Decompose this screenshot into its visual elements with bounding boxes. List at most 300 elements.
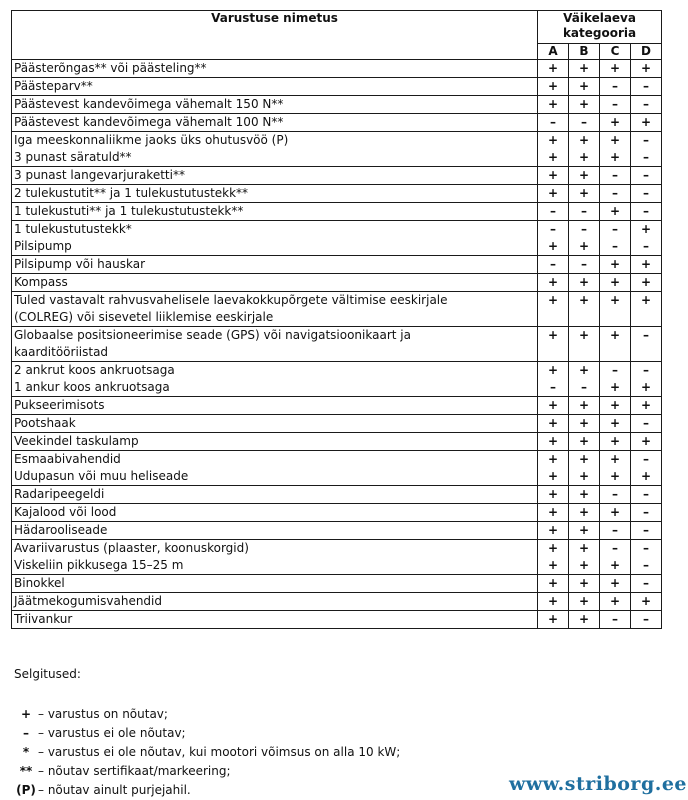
category-b-cell [569, 593, 600, 611]
category-d-cell [631, 575, 662, 593]
category-b-cell [569, 256, 600, 274]
requirement-mark: – [643, 416, 650, 430]
legend-symbol: * [22, 745, 30, 759]
requirement-mark: + [578, 452, 590, 466]
equipment-name-line: Kompass [14, 275, 68, 289]
category-b-cell [569, 486, 600, 504]
requirement-mark: + [547, 434, 559, 448]
equipment-name-line: 3 punast säratuld** [14, 150, 132, 164]
requirement-mark: + [578, 541, 590, 555]
equipment-name-line: Triivankur [14, 612, 73, 626]
legend-text: – nõutav sertifikaat/markeering; [38, 764, 231, 778]
requirement-mark: + [609, 416, 621, 430]
requirement-mark [602, 344, 628, 361]
category-c-cell [600, 522, 631, 540]
table-row [12, 362, 662, 397]
requirement-mark [571, 309, 597, 326]
category-d-cell [631, 96, 662, 114]
requirement-mark: + [609, 505, 621, 519]
table-row [12, 60, 662, 78]
category-b-header: B [569, 44, 600, 60]
category-c-cell [600, 114, 631, 132]
category-a-cell [538, 611, 569, 629]
equipment-name-cell [12, 203, 538, 221]
table-row [12, 486, 662, 504]
requirement-mark: + [609, 133, 621, 147]
requirement-mark [602, 309, 628, 326]
requirement-mark: + [547, 79, 559, 93]
category-a-cell [538, 78, 569, 96]
category-c-cell [600, 167, 631, 185]
requirement-mark: + [578, 239, 590, 253]
requirement-mark [540, 309, 566, 326]
requirement-mark: + [547, 487, 559, 501]
category-a-cell [538, 256, 569, 274]
table-row [12, 327, 662, 362]
category-b-cell [569, 433, 600, 451]
requirement-mark: + [578, 61, 590, 75]
equipment-name-cell [12, 504, 538, 522]
equipment-name-line: 1 tulekustutustekk* [14, 222, 132, 236]
category-d-cell [631, 292, 662, 327]
legend-symbol: – [23, 726, 29, 740]
table-row [12, 132, 662, 167]
category-c-cell [600, 292, 631, 327]
table-row [12, 114, 662, 132]
category-a-cell [538, 167, 569, 185]
requirement-mark: + [609, 61, 621, 75]
requirement-mark: + [640, 222, 652, 236]
category-d-header: D [631, 44, 662, 60]
equipment-name-line: (COLREG) või sisevetel liiklemise eeskirjale [14, 310, 274, 324]
requirement-mark: – [643, 576, 650, 590]
requirement-mark: – [643, 133, 650, 147]
table-row [12, 221, 662, 256]
equipment-name-cell [12, 274, 538, 292]
table-row [12, 203, 662, 221]
requirement-mark: – [643, 239, 650, 253]
requirement-mark: + [547, 452, 559, 466]
category-d-cell [631, 132, 662, 167]
category-a-cell [538, 327, 569, 362]
requirement-mark: – [643, 328, 650, 342]
category-c-cell [600, 256, 631, 274]
requirement-mark: + [640, 398, 652, 412]
category-c-cell [600, 203, 631, 221]
requirement-mark: – [643, 79, 650, 93]
equipment-name-line: 1 ankur koos ankruotsaga [14, 380, 170, 394]
category-b-cell [569, 185, 600, 203]
legend-item [14, 762, 400, 781]
requirement-mark: + [578, 398, 590, 412]
equipment-name-line: Veekindel taskulamp [14, 434, 139, 448]
category-a-cell [538, 540, 569, 575]
requirement-mark: – [581, 257, 587, 271]
requirement-mark: + [547, 293, 559, 307]
requirement-mark: – [581, 115, 587, 129]
category-d-cell [631, 451, 662, 486]
requirement-mark: + [547, 61, 559, 75]
category-d-cell [631, 185, 662, 203]
category-b-cell [569, 167, 600, 185]
requirement-mark: – [643, 558, 650, 572]
category-d-cell [631, 504, 662, 522]
table-row [12, 397, 662, 415]
category-d-cell [631, 114, 662, 132]
requirement-mark: + [578, 275, 590, 289]
requirement-mark: – [643, 186, 650, 200]
category-b-cell [569, 60, 600, 78]
category-d-cell [631, 486, 662, 504]
category-d-cell [631, 433, 662, 451]
equipment-name-cell [12, 362, 538, 397]
category-a-cell [538, 203, 569, 221]
requirement-mark: – [612, 79, 618, 93]
category-a-cell [538, 274, 569, 292]
requirement-mark: – [612, 222, 618, 236]
requirement-mark: + [547, 328, 559, 342]
requirement-mark: – [612, 612, 618, 626]
requirement-mark [633, 344, 659, 361]
table-row [12, 415, 662, 433]
requirement-mark: + [609, 204, 621, 218]
equipment-name-line: Globaalse positsioneerimise seade (GPS) või navigatsioonikaart ja [14, 328, 411, 342]
requirement-mark: + [640, 257, 652, 271]
equipment-name-line: Udupasun või muu heliseade [14, 469, 189, 483]
requirement-mark: – [643, 505, 650, 519]
requirement-mark: + [547, 505, 559, 519]
requirement-mark: + [578, 328, 590, 342]
equipment-name-cell [12, 221, 538, 256]
equipment-name-cell [12, 540, 538, 575]
requirement-mark: + [609, 594, 621, 608]
category-b-cell [569, 504, 600, 522]
requirement-mark: – [643, 452, 650, 466]
requirement-mark: – [612, 97, 618, 111]
requirement-mark: + [547, 275, 559, 289]
legend-text: – varustus on nõutav; [38, 707, 168, 721]
requirement-mark: – [550, 115, 556, 129]
category-a-cell [538, 362, 569, 397]
category-b-cell [569, 292, 600, 327]
requirement-mark: + [547, 541, 559, 555]
category-a-cell [538, 185, 569, 203]
requirement-mark: + [640, 380, 652, 394]
category-c-cell [600, 327, 631, 362]
category-c-cell [600, 575, 631, 593]
category-a-cell [538, 415, 569, 433]
requirement-mark: – [612, 487, 618, 501]
requirement-mark: – [550, 380, 556, 394]
requirement-mark: + [547, 186, 559, 200]
requirement-mark: + [547, 363, 559, 377]
category-d-cell [631, 78, 662, 96]
legend [14, 667, 400, 800]
category-b-cell [569, 451, 600, 486]
equipment-name-cell [12, 415, 538, 433]
requirement-mark: – [550, 257, 556, 271]
requirement-mark: – [643, 612, 650, 626]
requirement-mark: + [640, 293, 652, 307]
requirement-mark: – [643, 363, 650, 377]
requirement-mark: + [578, 363, 590, 377]
category-b-cell [569, 327, 600, 362]
requirement-mark: + [547, 133, 559, 147]
category-a-cell [538, 96, 569, 114]
category-c-cell [600, 221, 631, 256]
category-d-cell [631, 327, 662, 362]
requirement-mark: + [547, 594, 559, 608]
equipment-name-line: Tuled vastavalt rahvusvahelisele laevakokkupõrgete vältimise eeskirjale [14, 293, 448, 307]
category-b-cell [569, 203, 600, 221]
category-d-cell [631, 611, 662, 629]
requirement-mark: – [612, 186, 618, 200]
equipment-name-cell [12, 60, 538, 78]
table-row [12, 611, 662, 629]
category-c-cell [600, 433, 631, 451]
requirement-mark: + [578, 576, 590, 590]
category-d-cell [631, 221, 662, 256]
requirement-mark: – [581, 204, 587, 218]
equipment-name-line: 2 tulekustutit** ja 1 tulekustutustekk** [14, 186, 249, 200]
requirement-mark: + [578, 612, 590, 626]
table-row [12, 78, 662, 96]
equipment-name-cell [12, 611, 538, 629]
requirement-mark: + [547, 469, 559, 483]
requirement-mark: – [581, 380, 587, 394]
category-header-line1: Väikelaeva [563, 11, 636, 25]
category-b-cell [569, 522, 600, 540]
requirement-mark: + [578, 594, 590, 608]
category-b-cell [569, 362, 600, 397]
requirement-mark: + [578, 133, 590, 147]
requirement-mark: – [550, 204, 556, 218]
category-c-cell [600, 362, 631, 397]
legend-text: – varustus ei ole nõutav, kui mootori võimsus on alla 10 kW; [38, 745, 401, 759]
requirement-mark: + [640, 61, 652, 75]
table-row [12, 167, 662, 185]
category-a-cell [538, 504, 569, 522]
category-c-cell [600, 611, 631, 629]
requirement-mark: + [609, 398, 621, 412]
equipment-name-cell [12, 575, 538, 593]
requirement-mark: + [609, 576, 621, 590]
equipment-name-line: Kajalood või lood [14, 505, 117, 519]
equipment-name-cell [12, 486, 538, 504]
category-a-cell [538, 522, 569, 540]
requirement-mark: + [547, 398, 559, 412]
table-row [12, 540, 662, 575]
requirement-mark: + [578, 469, 590, 483]
legend-item [14, 781, 400, 800]
category-a-cell [538, 114, 569, 132]
requirement-mark: + [578, 487, 590, 501]
requirement-mark: – [612, 168, 618, 182]
category-b-cell [569, 132, 600, 167]
table-row [12, 522, 662, 540]
category-a-cell [538, 486, 569, 504]
requirement-mark: – [550, 222, 556, 236]
category-a-header: A [538, 44, 569, 60]
legend-text: – nõutav ainult purjejahil. [38, 783, 191, 797]
equipment-name-line: Pilsipump [14, 239, 72, 253]
category-a-cell [538, 433, 569, 451]
category-c-header: C [600, 44, 631, 60]
requirement-mark: + [578, 293, 590, 307]
requirement-mark: + [547, 97, 559, 111]
table-row [12, 274, 662, 292]
category-b-cell [569, 274, 600, 292]
table-row [12, 451, 662, 486]
equipment-name-cell [12, 132, 538, 167]
equipment-name-line: Päästevest kandevõimega vähemalt 100 N** [14, 115, 284, 129]
equipment-name-cell [12, 593, 538, 611]
category-b-cell [569, 78, 600, 96]
equipment-name-line: Iga meeskonnaliikme jaoks üks ohutusvöö (P) [14, 133, 289, 147]
legend-item [14, 724, 400, 743]
category-c-cell [600, 274, 631, 292]
category-c-cell [600, 415, 631, 433]
requirement-mark: + [578, 150, 590, 164]
requirement-mark: + [547, 150, 559, 164]
category-d-cell [631, 274, 662, 292]
requirement-mark: + [547, 558, 559, 572]
category-c-cell [600, 397, 631, 415]
requirement-mark: – [581, 222, 587, 236]
table-row [12, 593, 662, 611]
equipment-name-line: Viskeliin pikkusega 15–25 m [14, 558, 184, 572]
equipment-name-line: Hädarooliseade [14, 523, 108, 537]
table-row [12, 433, 662, 451]
requirement-mark: + [578, 79, 590, 93]
legend-symbol: + [20, 707, 32, 721]
requirement-mark: + [578, 523, 590, 537]
requirement-mark: + [578, 97, 590, 111]
requirement-mark: + [578, 558, 590, 572]
category-d-cell [631, 593, 662, 611]
legend-item [14, 705, 400, 724]
requirement-mark: + [578, 168, 590, 182]
category-d-cell [631, 167, 662, 185]
equipment-name-line: Pukseerimisots [14, 398, 105, 412]
requirement-mark: + [578, 505, 590, 519]
requirement-mark: – [612, 239, 618, 253]
requirement-mark: – [643, 541, 650, 555]
category-d-cell [631, 203, 662, 221]
requirement-mark: – [643, 204, 650, 218]
requirement-mark: + [578, 434, 590, 448]
equipment-name-cell [12, 397, 538, 415]
table-row [12, 575, 662, 593]
category-c-cell [600, 78, 631, 96]
requirement-mark: + [609, 328, 621, 342]
equipment-name-cell [12, 96, 538, 114]
table-row [12, 504, 662, 522]
requirement-mark: + [547, 416, 559, 430]
category-d-cell [631, 415, 662, 433]
category-a-cell [538, 221, 569, 256]
category-c-cell [600, 96, 631, 114]
equipment-name-cell [12, 522, 538, 540]
requirement-mark: – [612, 363, 618, 377]
category-b-cell [569, 575, 600, 593]
requirement-mark [540, 344, 566, 361]
equipment-name-line: Pootshaak [14, 416, 76, 430]
requirement-mark: + [640, 469, 652, 483]
category-a-cell [538, 575, 569, 593]
requirement-mark: – [612, 541, 618, 555]
category-b-cell [569, 96, 600, 114]
category-b-cell [569, 415, 600, 433]
requirement-mark: + [609, 257, 621, 271]
requirement-mark: + [640, 434, 652, 448]
requirement-mark: + [609, 380, 621, 394]
category-c-cell [600, 185, 631, 203]
requirement-mark: + [609, 115, 621, 129]
requirement-mark: + [609, 150, 621, 164]
equipment-name-line: 1 tulekustuti** ja 1 tulekustutustekk** [14, 204, 244, 218]
equipment-name-line: Päästeparv** [14, 79, 93, 93]
equipment-table [11, 10, 662, 629]
category-d-cell [631, 540, 662, 575]
category-b-cell [569, 611, 600, 629]
requirement-mark: + [609, 558, 621, 572]
category-c-cell [600, 504, 631, 522]
equipment-name-line: 2 ankrut koos ankruotsaga [14, 363, 175, 377]
legend-item [14, 743, 400, 762]
equipment-name-line: Jäätmekogumisvahendid [14, 594, 163, 608]
equipment-name-line: Avariivarustus (plaaster, koonuskorgid) [14, 541, 249, 555]
equipment-name-line: Esmaabivahendid [14, 452, 121, 466]
category-d-cell [631, 522, 662, 540]
equipment-name-line: Binokkel [14, 576, 65, 590]
requirement-mark: + [609, 452, 621, 466]
requirement-mark: + [547, 168, 559, 182]
requirement-mark: – [643, 168, 650, 182]
category-header [538, 11, 662, 44]
category-b-cell [569, 540, 600, 575]
legend-text: – varustus ei ole nõutav; [38, 726, 186, 740]
category-b-cell [569, 114, 600, 132]
requirement-mark: – [643, 487, 650, 501]
category-c-cell [600, 486, 631, 504]
requirement-mark: – [643, 97, 650, 111]
category-d-cell [631, 256, 662, 274]
category-c-cell [600, 540, 631, 575]
equipment-name-cell [12, 167, 538, 185]
requirement-mark: + [640, 594, 652, 608]
equipment-name-line: Pilsipump või hauskar [14, 257, 146, 271]
requirement-mark: – [643, 150, 650, 164]
equipment-name-cell [12, 327, 538, 362]
legend-symbol: ** [19, 764, 33, 778]
category-a-cell [538, 292, 569, 327]
category-c-cell [600, 451, 631, 486]
requirement-mark: + [609, 293, 621, 307]
requirement-mark: + [609, 469, 621, 483]
table-row [12, 185, 662, 203]
requirement-mark: + [640, 275, 652, 289]
category-b-cell [569, 397, 600, 415]
equipment-name-line: Päästevest kandevõimega vähemalt 150 N** [14, 97, 284, 111]
equipment-name-line: Radaripeegeldi [14, 487, 105, 501]
equipment-name-line: 3 punast langevarjuraketti** [14, 168, 185, 182]
category-c-cell [600, 132, 631, 167]
requirement-mark: + [578, 416, 590, 430]
site-watermark: www.striborg.ee [509, 773, 688, 795]
category-a-cell [538, 593, 569, 611]
table-row [12, 96, 662, 114]
